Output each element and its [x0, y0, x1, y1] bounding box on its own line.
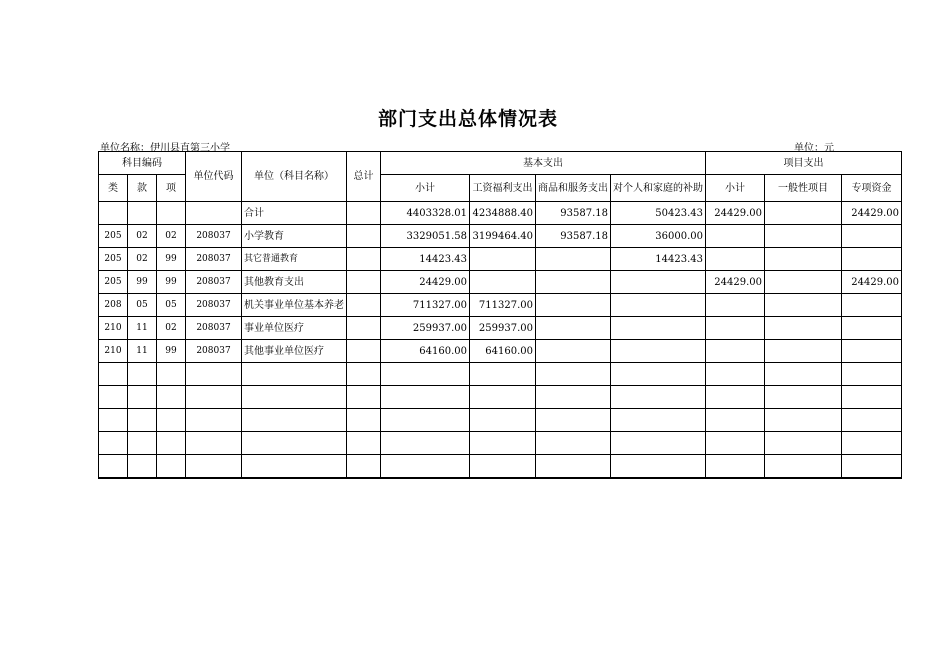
empty-cell — [157, 432, 186, 455]
header-special: 专项资金 — [842, 175, 902, 202]
empty-cell — [242, 409, 347, 432]
cell-total — [347, 271, 381, 294]
cell-lei: 205 — [99, 248, 128, 271]
cell-basic-subtotal: 3329051.58 — [381, 225, 470, 248]
cell-basic-subtotal: 711327.00 — [381, 294, 470, 317]
cell-kuan: 11 — [128, 317, 157, 340]
empty-cell — [242, 455, 347, 478]
cell-project-subtotal: 24429.00 — [706, 202, 765, 225]
cell-basic-subtotal: 14423.43 — [381, 248, 470, 271]
header-basic-subtotal: 小计 — [381, 175, 470, 202]
empty-cell — [765, 409, 842, 432]
cell-special — [842, 317, 902, 340]
cell-xiang: 99 — [157, 248, 186, 271]
cell-unit-code — [186, 202, 242, 225]
cell-personal — [611, 271, 706, 294]
cell-unit-code: 208037 — [186, 271, 242, 294]
cell-unit-name: 其他事业单位医疗 — [242, 340, 347, 363]
cell-personal: 14423.43 — [611, 248, 706, 271]
empty-cell — [128, 363, 157, 386]
empty-row — [99, 363, 902, 386]
cell-unit-code: 208037 — [186, 225, 242, 248]
empty-row — [99, 455, 902, 478]
header-basic: 基本支出 — [381, 152, 706, 175]
empty-cell — [536, 409, 611, 432]
cell-personal — [611, 340, 706, 363]
cell-kuan: 05 — [128, 294, 157, 317]
empty-row — [99, 432, 902, 455]
cell-unit-name: 小学教育 — [242, 225, 347, 248]
cell-special — [842, 248, 902, 271]
cell-lei: 210 — [99, 340, 128, 363]
cell-xiang — [157, 202, 186, 225]
cell-personal — [611, 294, 706, 317]
cell-project-subtotal — [706, 317, 765, 340]
empty-cell — [536, 432, 611, 455]
empty-cell — [611, 409, 706, 432]
cell-unit-name: 事业单位医疗 — [242, 317, 347, 340]
empty-cell — [470, 363, 536, 386]
cell-goods — [536, 317, 611, 340]
empty-cell — [157, 455, 186, 478]
cell-unit-code: 208037 — [186, 317, 242, 340]
empty-cell — [242, 386, 347, 409]
empty-cell — [381, 386, 470, 409]
cell-goods — [536, 340, 611, 363]
cell-unit-name: 机关事业单位基本养老 — [242, 294, 347, 317]
cell-total — [347, 340, 381, 363]
empty-cell — [347, 455, 381, 478]
empty-cell — [347, 386, 381, 409]
cell-unit-code: 208037 — [186, 294, 242, 317]
cell-general — [765, 294, 842, 317]
cell-total — [347, 202, 381, 225]
cell-special: 24429.00 — [842, 202, 902, 225]
empty-cell — [99, 432, 128, 455]
header-xiang: 项 — [157, 175, 186, 202]
empty-cell — [842, 363, 902, 386]
empty-cell — [186, 455, 242, 478]
empty-cell — [128, 455, 157, 478]
cell-general — [765, 202, 842, 225]
header-project: 项目支出 — [706, 152, 902, 175]
table-row — [99, 202, 902, 225]
empty-cell — [706, 455, 765, 478]
cell-kuan: 02 — [128, 248, 157, 271]
cell-general — [765, 340, 842, 363]
header-lei: 类 — [99, 175, 128, 202]
empty-cell — [611, 455, 706, 478]
empty-cell — [842, 409, 902, 432]
page-title: 部门支出总体情况表 — [377, 108, 558, 130]
empty-cell — [242, 432, 347, 455]
cell-basic-subtotal: 4403328.01 — [381, 202, 470, 225]
empty-cell — [706, 363, 765, 386]
cell-general — [765, 248, 842, 271]
cell-xiang: 02 — [157, 225, 186, 248]
currency-label: 单位：元 — [794, 143, 834, 154]
cell-general — [765, 225, 842, 248]
header-goods: 商品和服务支出 — [536, 175, 611, 202]
header-subject-code: 科目编码 — [99, 152, 186, 175]
expenditure-table — [98, 151, 902, 479]
cell-basic-subtotal: 24429.00 — [381, 271, 470, 294]
cell-unit-name: 其它普通教育 — [242, 248, 347, 271]
empty-cell — [765, 455, 842, 478]
header-general: 一般性项目 — [765, 175, 842, 202]
cell-xiang: 05 — [157, 294, 186, 317]
empty-cell — [470, 455, 536, 478]
table-row — [99, 271, 902, 294]
cell-salary: 711327.00 — [470, 294, 536, 317]
cell-goods — [536, 294, 611, 317]
cell-project-subtotal — [706, 225, 765, 248]
table-row — [99, 248, 902, 271]
cell-goods — [536, 248, 611, 271]
cell-special — [842, 225, 902, 248]
empty-cell — [242, 363, 347, 386]
table-row — [99, 225, 902, 248]
cell-unit-name: 合计 — [242, 202, 347, 225]
header-total: 总计 — [347, 152, 381, 202]
empty-cell — [470, 432, 536, 455]
empty-cell — [536, 455, 611, 478]
cell-lei — [99, 202, 128, 225]
header-personal: 对个人和家庭的补助 — [611, 175, 706, 202]
empty-cell — [157, 409, 186, 432]
empty-cell — [99, 386, 128, 409]
empty-cell — [842, 386, 902, 409]
cell-special: 24429.00 — [842, 271, 902, 294]
cell-project-subtotal — [706, 294, 765, 317]
table-row — [99, 294, 902, 317]
empty-cell — [347, 432, 381, 455]
empty-cell — [381, 363, 470, 386]
cell-xiang: 02 — [157, 317, 186, 340]
cell-total — [347, 248, 381, 271]
header-kuan: 款 — [128, 175, 157, 202]
cell-salary: 259937.00 — [470, 317, 536, 340]
cell-personal: 50423.43 — [611, 202, 706, 225]
cell-xiang: 99 — [157, 340, 186, 363]
cell-personal: 36000.00 — [611, 225, 706, 248]
empty-cell — [157, 386, 186, 409]
empty-cell — [381, 432, 470, 455]
cell-kuan — [128, 202, 157, 225]
cell-total — [347, 294, 381, 317]
cell-general — [765, 271, 842, 294]
empty-cell — [611, 386, 706, 409]
cell-unit-name: 其他教育支出 — [242, 271, 347, 294]
empty-cell — [128, 432, 157, 455]
cell-project-subtotal: 24429.00 — [706, 271, 765, 294]
cell-project-subtotal — [706, 248, 765, 271]
empty-cell — [186, 386, 242, 409]
cell-salary: 3199464.40 — [470, 225, 536, 248]
cell-lei: 208 — [99, 294, 128, 317]
empty-cell — [128, 409, 157, 432]
empty-cell — [611, 432, 706, 455]
empty-cell — [186, 409, 242, 432]
empty-cell — [157, 363, 186, 386]
cell-kuan: 02 — [128, 225, 157, 248]
cell-project-subtotal — [706, 340, 765, 363]
cell-salary — [470, 271, 536, 294]
table-row — [99, 340, 902, 363]
empty-cell — [99, 455, 128, 478]
empty-cell — [842, 432, 902, 455]
empty-cell — [470, 409, 536, 432]
empty-row — [99, 386, 902, 409]
cell-xiang: 99 — [157, 271, 186, 294]
unit-name-label: 单位名称：伊川县直第三小学 — [100, 143, 230, 154]
cell-lei: 205 — [99, 271, 128, 294]
header-project-subtotal: 小计 — [706, 175, 765, 202]
empty-cell — [842, 455, 902, 478]
cell-general — [765, 317, 842, 340]
cell-salary — [470, 248, 536, 271]
empty-cell — [381, 455, 470, 478]
empty-cell — [706, 409, 765, 432]
empty-cell — [611, 363, 706, 386]
empty-cell — [99, 363, 128, 386]
empty-row — [99, 409, 902, 432]
empty-cell — [706, 386, 765, 409]
cell-lei: 205 — [99, 225, 128, 248]
cell-special — [842, 294, 902, 317]
cell-total — [347, 317, 381, 340]
cell-goods: 93587.18 — [536, 202, 611, 225]
header-unit-code: 单位代码 — [186, 152, 242, 202]
cell-goods: 93587.18 — [536, 225, 611, 248]
cell-kuan: 99 — [128, 271, 157, 294]
empty-cell — [381, 409, 470, 432]
empty-cell — [765, 432, 842, 455]
header-salary: 工资福利支出 — [470, 175, 536, 202]
header-row-1 — [99, 152, 902, 175]
cell-lei: 210 — [99, 317, 128, 340]
empty-cell — [128, 386, 157, 409]
empty-cell — [706, 432, 765, 455]
cell-unit-code: 208037 — [186, 248, 242, 271]
empty-cell — [536, 363, 611, 386]
empty-cell — [765, 363, 842, 386]
empty-cell — [99, 409, 128, 432]
cell-personal — [611, 317, 706, 340]
cell-total — [347, 225, 381, 248]
empty-cell — [186, 363, 242, 386]
header-unit-name: 单位（科目名称） — [242, 152, 347, 202]
cell-goods — [536, 271, 611, 294]
empty-cell — [347, 409, 381, 432]
cell-basic-subtotal: 259937.00 — [381, 317, 470, 340]
cell-basic-subtotal: 64160.00 — [381, 340, 470, 363]
cell-salary: 4234888.40 — [470, 202, 536, 225]
empty-cell — [186, 432, 242, 455]
empty-cell — [765, 386, 842, 409]
cell-kuan: 11 — [128, 340, 157, 363]
empty-cell — [536, 386, 611, 409]
cell-special — [842, 340, 902, 363]
cell-unit-code: 208037 — [186, 340, 242, 363]
empty-cell — [470, 386, 536, 409]
empty-cell — [347, 363, 381, 386]
table-row — [99, 317, 902, 340]
cell-salary: 64160.00 — [470, 340, 536, 363]
